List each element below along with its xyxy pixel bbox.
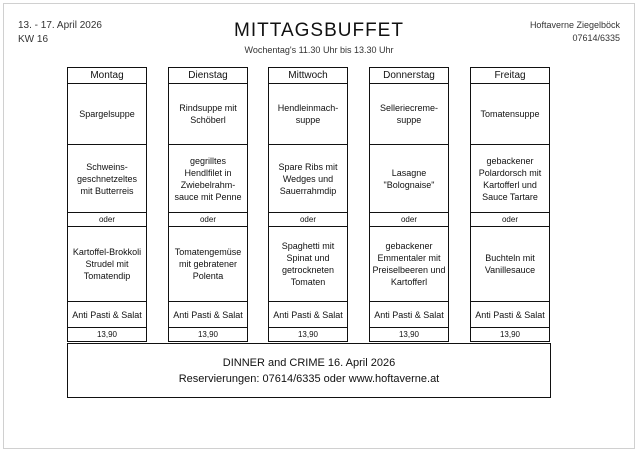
side-salad: Anti Pasti & Salat <box>169 302 247 328</box>
soup: Selleriecreme-suppe <box>370 84 448 145</box>
main-dish: gebackener Polardorsch mit Kartofferl und Sauce Tartare <box>471 145 549 213</box>
price: 13,90 <box>398 329 420 339</box>
day-name: Mittwoch <box>269 68 347 84</box>
alternative-dish: gebackener Emmentaler mit Preiselbeeren und Kartofferl <box>370 227 448 302</box>
soup: Spargelsuppe <box>68 84 146 145</box>
main-dish: Spare Ribs mit Wedges und Sauerrahmdip <box>269 145 347 213</box>
alternative-dish: Tomatengemüse mit gebratener Polenta <box>169 227 247 302</box>
or-separator: oder <box>169 213 247 227</box>
day-name: Donnerstag <box>370 68 448 84</box>
or-separator: oder <box>269 213 347 227</box>
side-salad: Anti Pasti & Salat <box>370 302 448 328</box>
soup: Tomatensuppe <box>471 84 549 145</box>
day-column-monday <box>67 67 147 342</box>
main-dish: Schweins-geschnetzeltes mit Butterreis <box>68 145 146 213</box>
or-separator: oder <box>370 213 448 227</box>
day-name: Dienstag <box>169 68 247 84</box>
price: 13,90 <box>499 329 521 339</box>
alternative-dish: Kartoffel-Brokkoli Strudel mit Tomatendip <box>68 227 146 302</box>
soup: Rindsuppe mit Schöberl <box>169 84 247 145</box>
reservation-info: Reservierungen: 07614/6335 oder www.hoftaverne.at <box>178 372 440 385</box>
or-separator: oder <box>68 213 146 227</box>
side-salad: Anti Pasti & Salat <box>68 302 146 328</box>
soup: Hendleinmach-suppe <box>269 84 347 145</box>
company-phone: 07614/6335 <box>572 33 620 43</box>
day-column-wednesday <box>268 67 348 342</box>
event-footer <box>67 343 551 398</box>
day-column-friday <box>470 67 550 342</box>
opening-hours: Wochentag's 11.30 Uhr bis 13.30 Uhr <box>244 45 394 55</box>
price: 13,90 <box>96 329 118 339</box>
main-dish: Lasagne "Bolognaise" <box>370 145 448 213</box>
alternative-dish: Buchteln mit Vanillesauce <box>471 227 549 302</box>
day-column-thursday <box>369 67 449 342</box>
side-salad: Anti Pasti & Salat <box>471 302 549 328</box>
side-salad: Anti Pasti & Salat <box>269 302 347 328</box>
day-column-tuesday <box>168 67 248 342</box>
date-range: 13. - 17. April 2026 <box>18 20 102 31</box>
event-announcement: DINNER and CRIME 16. April 2026 <box>222 356 396 369</box>
company-name: Hoftaverne Ziegelböck <box>529 20 620 30</box>
alternative-dish: Spaghetti mit Spinat und getrockneten Tomaten <box>269 227 347 302</box>
day-name: Freitag <box>471 68 549 84</box>
menu-page <box>3 3 635 449</box>
or-separator: oder <box>471 213 549 227</box>
price: 13,90 <box>197 329 219 339</box>
page-title: MITTAGSBUFFET <box>234 20 404 41</box>
header-right <box>530 19 620 45</box>
week-number: KW 16 <box>18 34 49 45</box>
day-name: Montag <box>68 68 146 84</box>
price: 13,90 <box>297 329 319 339</box>
main-dish: gegrilltes Hendlfilet in Zwiebelrahm-sauce mit Penne <box>169 145 247 213</box>
